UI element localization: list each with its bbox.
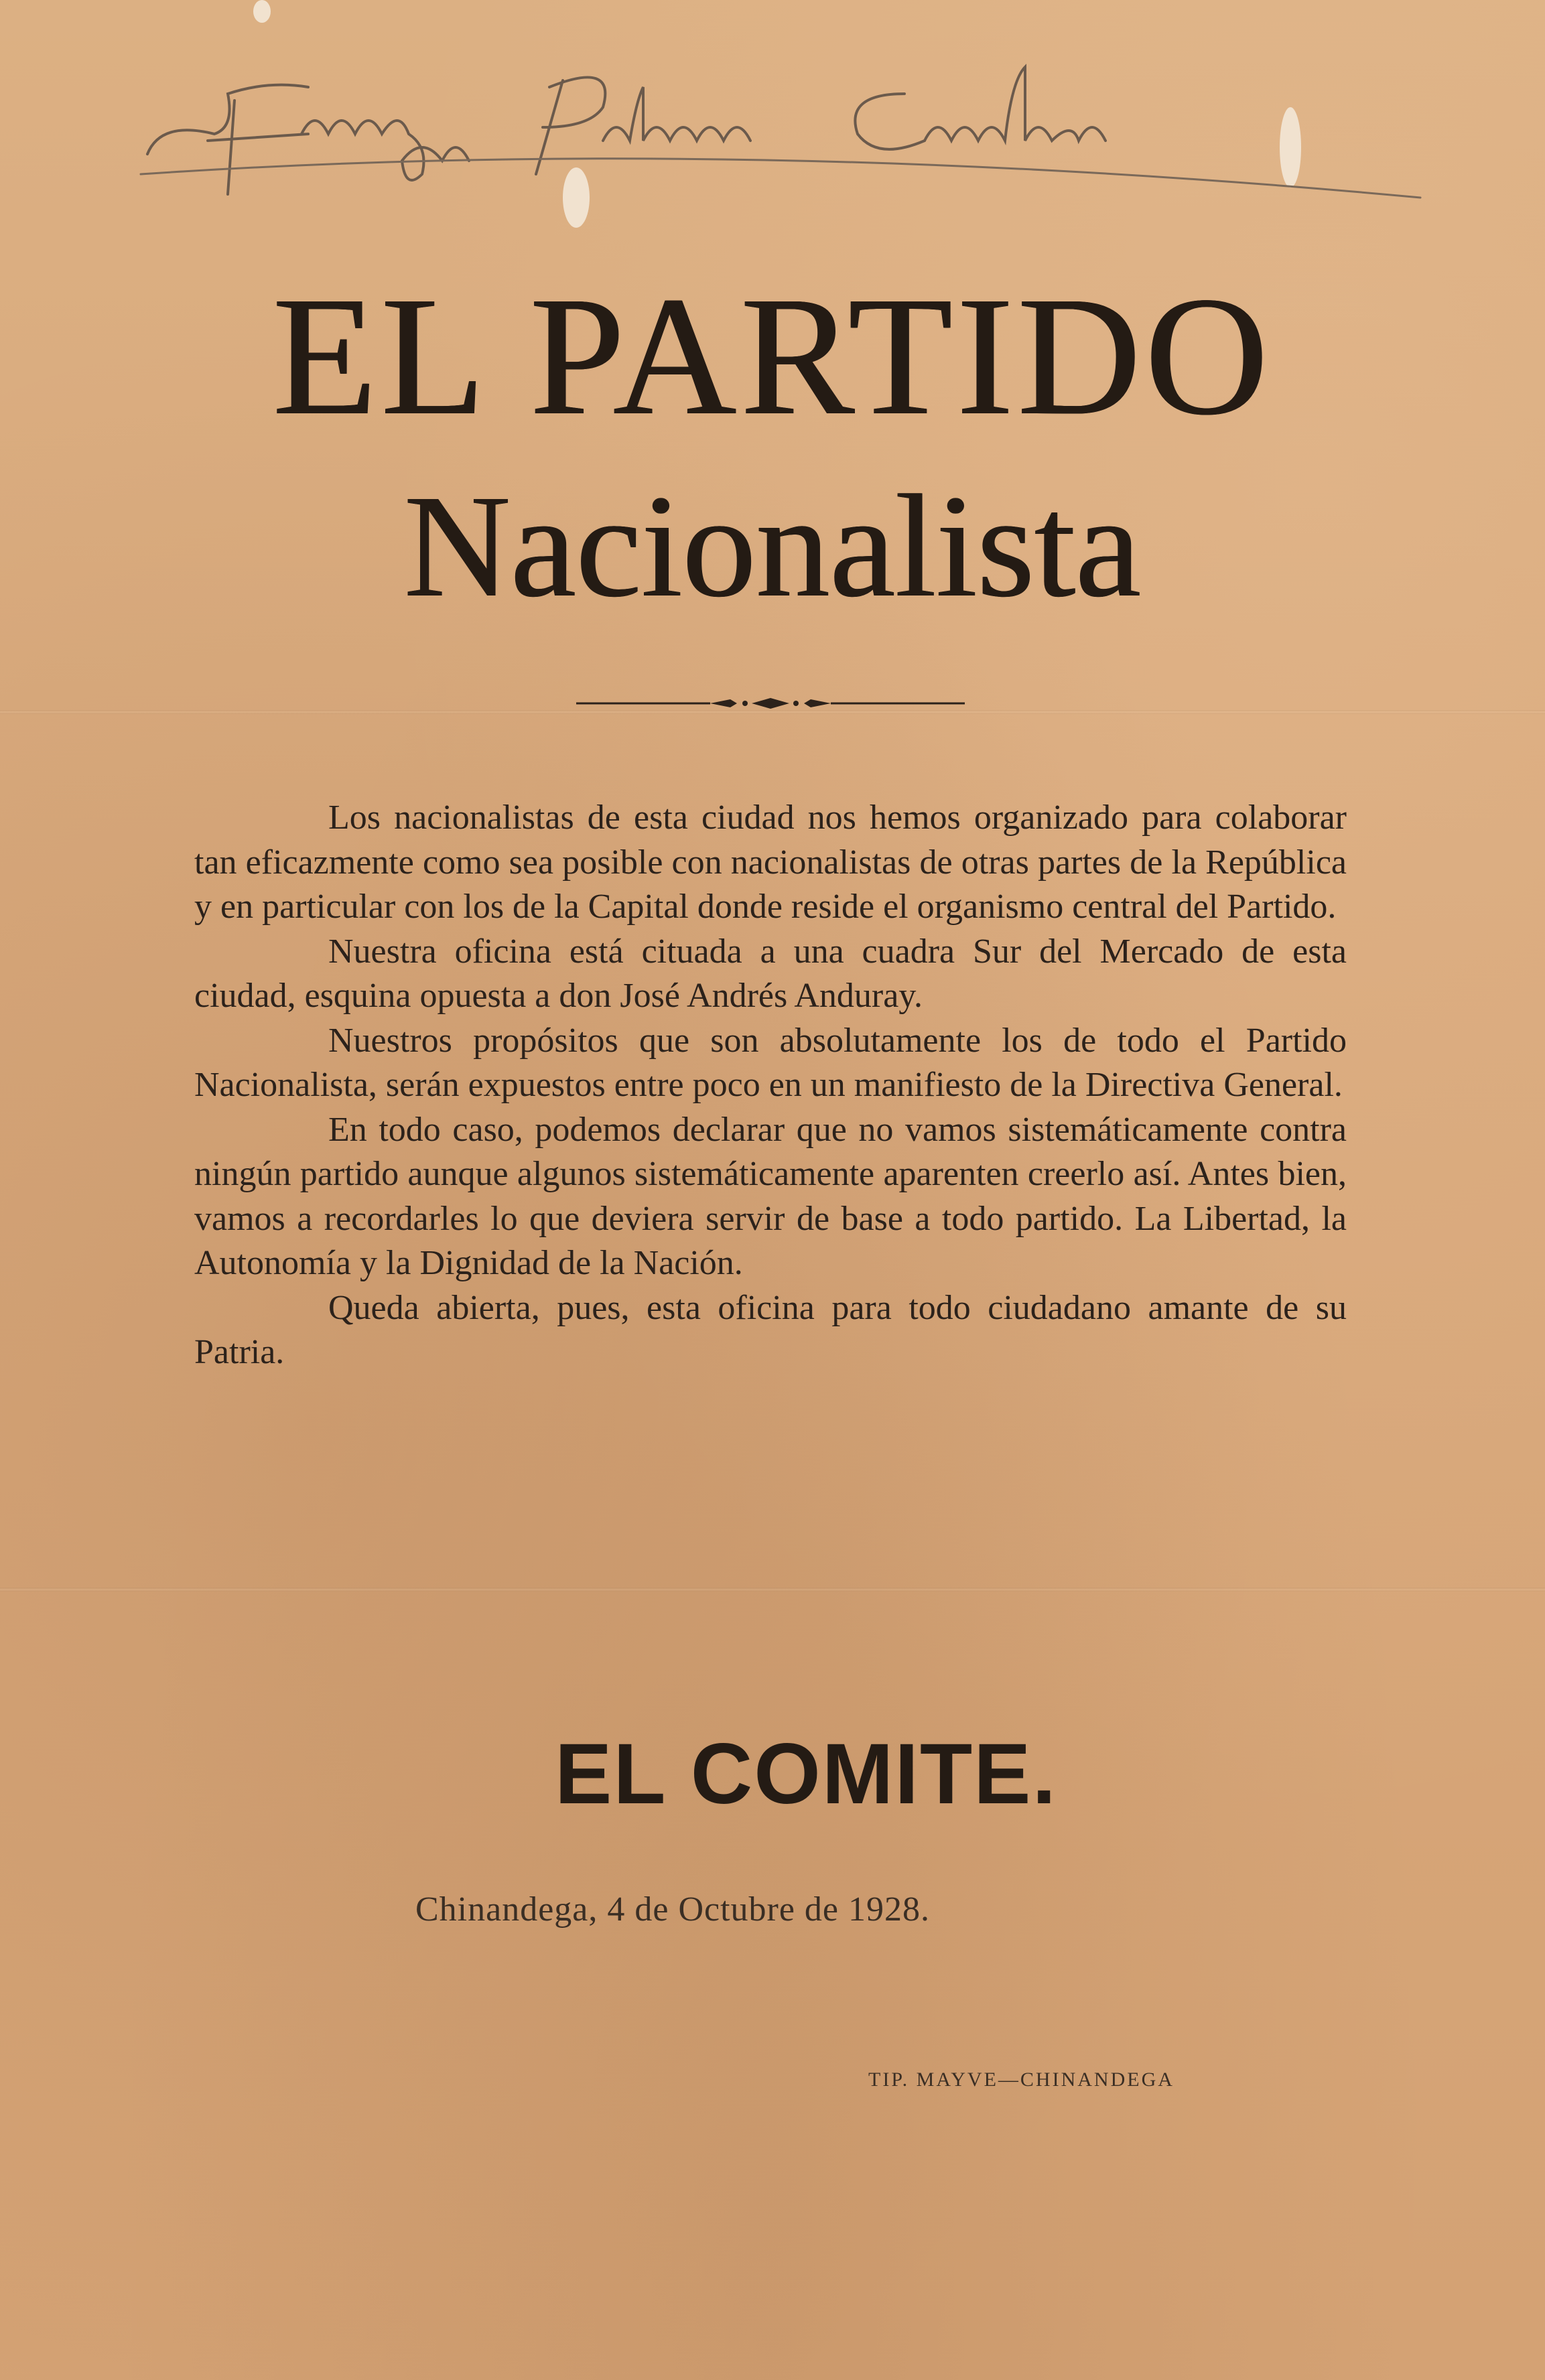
paragraph: Nuestra oficina está cituada a una cuadra Sur del Mercado de esta ciudad, esquina opuesta a don José Andrés Anduray.: [194, 932, 1347, 1015]
paper-hole: [253, 0, 271, 23]
handwritten-signature: [134, 40, 1447, 214]
signature-drawing: [134, 40, 1447, 214]
paragraph: Nuestros propósitos que son absolutamente los de todo el Partido Nacionalista, serán expuestos entre poco en un manifiesto de la Directiva General.: [194, 1021, 1347, 1104]
body-text: [194, 796, 1347, 1375]
heading-line-1: EL PARTIDO: [272, 262, 1273, 451]
ornament-flourish: [576, 690, 965, 717]
paragraph: En todo caso, podemos declarar que no vamos sistemáticamente contra ningún partido aunque algunos sistemáticamente aparenten creerlo así. Antes bien, vamos a recordarles lo que deviera servir de base a todo partido. La Libertad, la Autonomía y la Dignidad de la Nación.: [194, 1110, 1347, 1282]
paragraph: Los nacionalistas de esta ciudad nos hemos organizado para colaborar tan eficazmente como sea posible con nacionalistas de otras partes de la República y en particular con los de la Capital donde reside el organismo central del Partido.: [194, 798, 1347, 926]
paragraph: Queda abierta, pues, esta oficina para todo ciudadano amante de su Patria.: [194, 1288, 1347, 1371]
ornament-divider: [576, 690, 965, 717]
paper-fold: [0, 1588, 1545, 1592]
signoff-committee: EL COMITE.: [554, 1726, 1058, 1822]
heading-line-2: Nacionalista: [404, 464, 1141, 628]
printer-imprint: TIP. MAYVE—CHINANDEGA: [868, 2069, 1174, 2091]
date-line: Chinandega, 4 de Octubre de 1928.: [415, 1890, 931, 1929]
